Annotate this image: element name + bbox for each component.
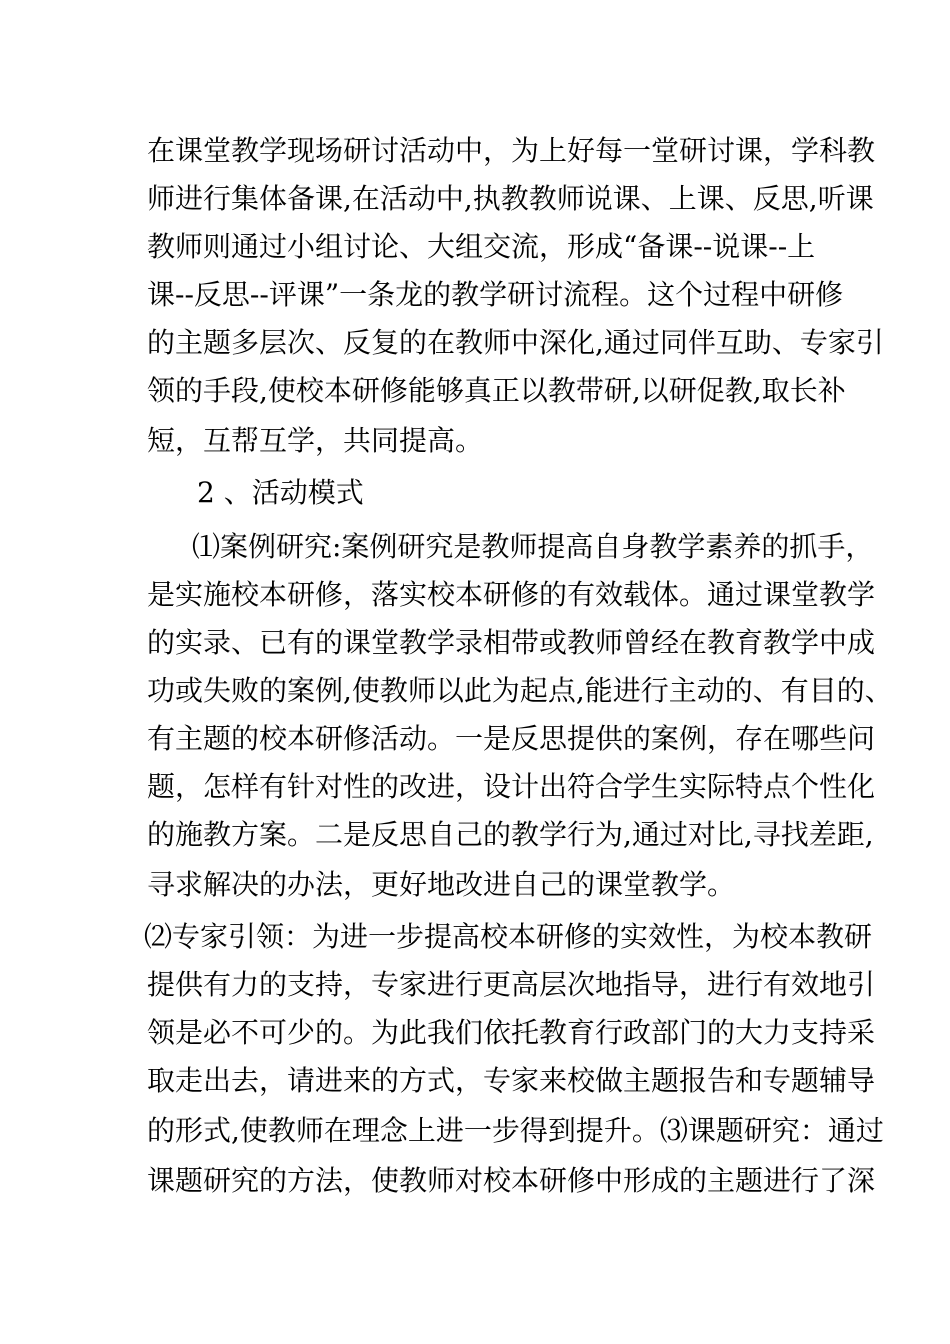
section-heading: 2 、活动模式	[197, 476, 364, 509]
body-text-line: 短，互帮互学，共同提高。	[147, 424, 484, 457]
body-text-line: 的主题多层次、反复的在教师中深化,通过同伴互助、专家引	[147, 326, 884, 359]
body-text-line: 师进行集体备课,在活动中,执教教师说课、上课、反思,听课	[147, 182, 874, 215]
body-text-line: 题，怎样有针对性的改进，设计出符合学生实际特点个性化	[147, 770, 876, 803]
body-text-line: ⑵专家引领：为进一步提高校本研修的实效性，为校本教研	[144, 920, 873, 953]
body-text-line: 的施教方案。二是反思自己的教学行为,通过对比,寻找差距,	[147, 818, 874, 851]
body-text-line: 教师则通过小组讨论、大组交流，形成“备课--说课--上	[147, 230, 816, 263]
body-text-line: 的实录、已有的课堂教学录相带或教师曾经在教育教学中成	[147, 626, 876, 659]
body-text-line: 领的手段,使校本研修能够真正以教带研,以研促教,取长补	[147, 374, 846, 407]
body-text-line: 领是必不可少的。为此我们依托教育行政部门的大力支持采	[147, 1016, 876, 1049]
body-text-line: 在课堂教学现场研讨活动中，为上好每一堂研讨课，学科教	[147, 134, 876, 167]
body-text-line: 是实施校本研修，落实校本研修的有效载体。通过课堂教学	[147, 578, 876, 611]
body-text-line: 有主题的校本研修活动。一是反思提供的案例，存在哪些问	[147, 722, 876, 755]
body-text-line: 寻求解决的办法，更好地改进自己的课堂教学。	[147, 868, 736, 901]
body-text-line: 课题研究的方法，使教师对校本研修中形成的主题进行了深	[147, 1164, 876, 1197]
body-text-line: 取走出去，请进来的方式，专家来校做主题报告和专题辅导	[147, 1064, 876, 1097]
body-text-line: 功或失败的案例,使教师以此为起点,能进行主动的、有目的、	[147, 674, 893, 707]
body-text-line: 提供有力的支持，专家进行更高层次地指导，进行有效地引	[147, 968, 876, 1001]
body-text-line: 的形式,使教师在理念上进一步得到提升。⑶课题研究：通过	[147, 1114, 884, 1147]
body-text-line: 课--反思--评课”一条龙的教学研讨流程。这个过程中研修	[147, 278, 844, 311]
body-text-line: ⑴案例研究:案例研究是教师提高自身教学素养的抓手，	[192, 530, 874, 563]
